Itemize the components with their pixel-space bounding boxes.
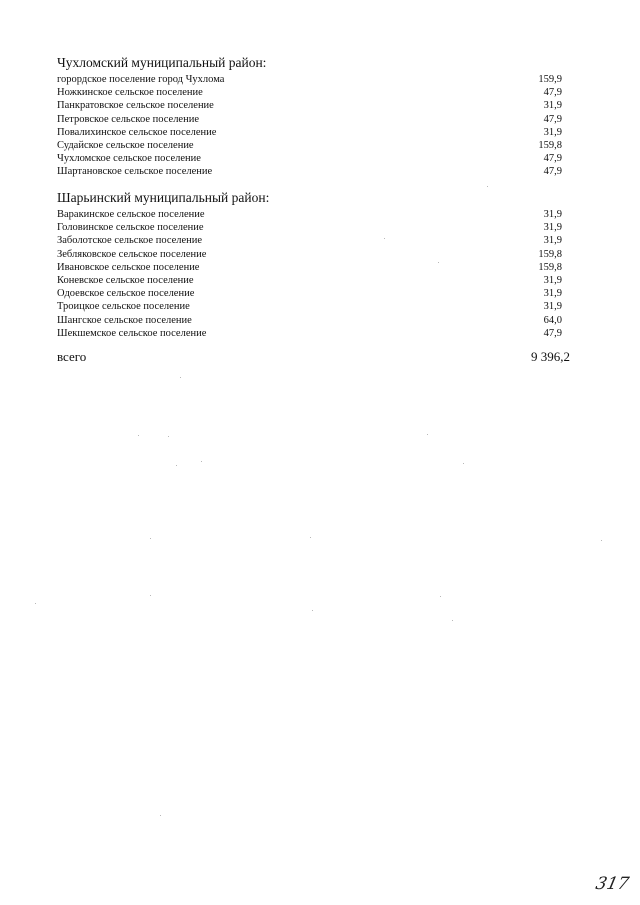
scan-speck [138,435,139,436]
scan-speck [35,603,36,604]
total-label: всего [57,349,87,364]
settlement-value: 47,9 [543,166,562,178]
settlement-value: 31,9 [543,209,562,220]
settlement-name: Ивановское сельское поселение [57,261,200,273]
settlement-name: Судайское сельское поселение [57,139,194,151]
settlement-value: 159,8 [538,248,562,260]
list-item [57,287,562,300]
settlement-value: 159,8 [538,139,562,151]
settlement-name: Повалихинское сельское поселение [57,126,217,138]
settlement-name: Троицкое сельское поселение [57,301,190,313]
settlement-name: Петровское сельское поселение [57,113,199,125]
settlement-value: 31,9 [543,274,562,286]
settlement-name: Заболотское сельское поселение [57,235,203,247]
scan-speck [463,463,464,464]
district-section-sharya [57,190,562,340]
settlement-name: Чухломское сельское поселение [57,153,201,165]
scan-speck [384,238,385,239]
settlement-value: 31,9 [543,222,562,234]
settlement-name: Коневское сельское поселение [57,274,194,286]
settlement-value: 31,9 [543,288,562,300]
settlement-name: Панкратовское сельское поселение [57,100,214,112]
list-item [57,300,562,313]
handwritten-page-number: 317 [593,874,631,894]
list-item [57,73,562,86]
list-item [57,234,562,247]
scan-speck [452,620,453,621]
scan-speck [176,465,177,466]
list-item [57,99,562,112]
district-title: Шарьинский муниципальный район: [57,190,270,205]
list-item [57,327,562,340]
district-title: Чухломский муниципальный район: [57,55,267,70]
settlement-name: Шангское сельское поселение [57,314,192,326]
settlement-value: 47,9 [543,327,562,339]
scan-speck [427,434,428,435]
settlement-value: 47,9 [543,113,562,125]
list-item [57,113,562,126]
settlement-name: Варакинское сельское поселение [57,209,205,220]
scan-speck [168,436,169,437]
scan-speck [160,815,161,816]
district-section-chukhloma [57,55,562,179]
list-item [57,152,562,165]
scan-speck [310,537,311,538]
settlement-value: 31,9 [543,100,562,112]
settlement-value: 47,9 [543,87,562,99]
settlement-name: Шекшемское сельское поселение [57,327,207,339]
scan-speck [150,595,151,596]
settlement-value: 31,9 [543,301,562,313]
list-item [57,208,562,221]
settlement-name: Зебляковское сельское поселение [57,248,207,260]
list-item [57,126,562,139]
list-item [57,314,562,327]
scan-speck [438,262,439,263]
settlement-value: 64,0 [543,314,562,326]
settlement-value: 159,9 [538,74,562,85]
settlement-name: Головинское сельское поселение [57,222,204,234]
total-value: 9 396,2 [531,349,570,364]
total-row [57,349,570,365]
scan-speck [312,610,313,611]
settlement-value: 159,8 [538,261,562,273]
settlement-name: Шартановское сельское поселение [57,166,213,178]
settlement-value: 31,9 [543,235,562,247]
scan-speck [180,377,181,378]
list-item [57,274,562,287]
list-item [57,86,562,99]
list-item [57,139,562,152]
settlement-name: горордское поселение город Чухлома [57,74,225,85]
settlement-name: Ножкинское сельское поселение [57,87,203,99]
list-item [57,165,562,178]
scan-speck [440,596,441,597]
scan-speck [487,186,488,187]
settlement-value: 31,9 [543,126,562,138]
settlement-value: 47,9 [543,153,562,165]
list-item [57,261,562,274]
scan-speck [201,461,202,462]
list-item [57,248,562,261]
scan-speck [150,538,151,539]
settlement-name: Одоевское сельское поселение [57,288,195,300]
scan-speck [601,540,602,541]
list-item [57,221,562,234]
